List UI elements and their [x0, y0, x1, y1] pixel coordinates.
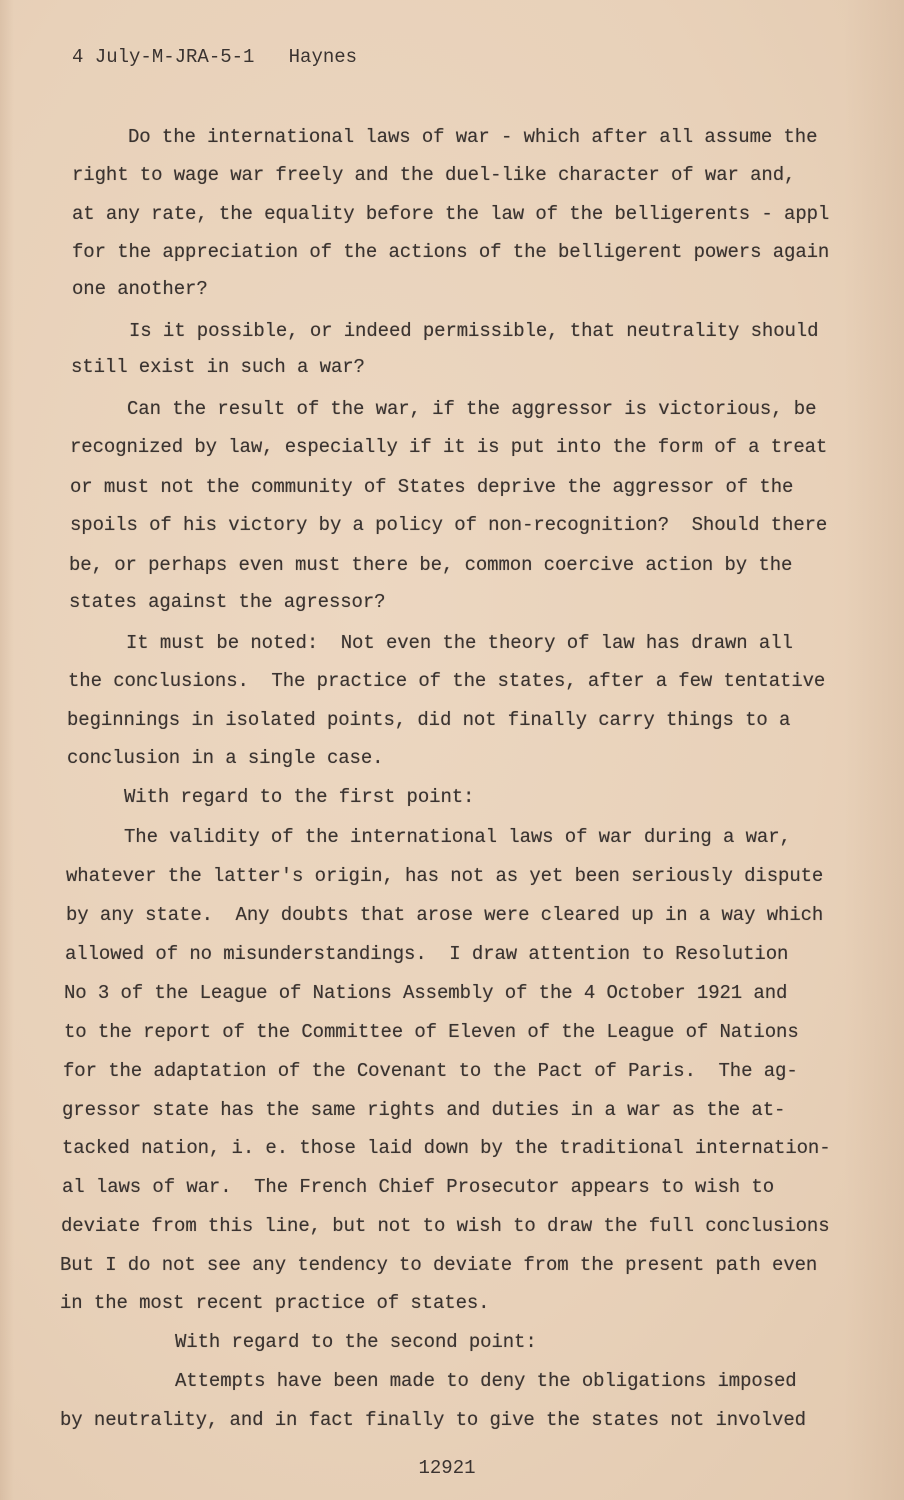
- text-line: Attempts have been made to deny the obligations imposed: [175, 1370, 797, 1392]
- document-header: [72, 46, 357, 68]
- text-line: No 3 of the League of Nations Assembly of the 4 October 1921 and: [64, 982, 788, 1004]
- text-line: states against the agressor?: [69, 591, 386, 613]
- text-line: or must not the community of States deprive the aggressor of the: [70, 476, 794, 498]
- text-line: conclusion in a single case.: [67, 747, 384, 769]
- text-line: for the adaptation of the Covenant to the Pact of Paris. The ag-: [63, 1060, 798, 1082]
- text-line: for the appreciation of the actions of the belligerent powers again: [72, 241, 830, 263]
- text-line: recognized by law, especially if it is put into the form of a treat: [70, 436, 828, 458]
- text-line: in the most recent practice of states.: [60, 1292, 490, 1314]
- text-line: With regard to the first point:: [124, 786, 475, 808]
- text-line: by neutrality, and in fact finally to give the states not involved: [60, 1409, 806, 1431]
- document-reference: 4 July-M-JRA-5-1: [72, 46, 255, 68]
- text-line: But I do not see any tendency to deviate from the present path even: [60, 1254, 818, 1276]
- paper-edge: [844, 0, 904, 1500]
- text-line: Is it possible, or indeed permissible, that neutrality should: [129, 320, 819, 342]
- text-line: With regard to the second point:: [175, 1331, 537, 1353]
- text-line: allowed of no misunderstandings. I draw attention to Resolution: [65, 943, 789, 965]
- text-line: al laws of war. The French Chief Prosecutor appears to wish to: [62, 1176, 775, 1198]
- text-line: spoils of his victory by a policy of non-recognition? Should there: [70, 514, 828, 536]
- text-line: whatever the latter's origin, has not as yet been seriously dispute: [66, 865, 824, 887]
- text-line: right to wage war freely and the duel-like character of war and,: [72, 164, 796, 186]
- text-line: Do the international laws of war - which after all assume the: [128, 126, 818, 148]
- text-line: one another?: [72, 278, 208, 300]
- paper-edge: [0, 0, 14, 1500]
- text-line: at any rate, the equality before the law of the belligerents - appl: [72, 203, 830, 225]
- text-line: gressor state has the same rights and duties in a war as the at-: [62, 1099, 786, 1121]
- text-line: by any state. Any doubts that arose were cleared up in a way which: [66, 904, 824, 926]
- page-number: 12921: [418, 1457, 476, 1479]
- text-line: to the report of the Committee of Eleven of the League of Nations: [64, 1021, 799, 1043]
- text-line: Can the result of the war, if the aggressor is victorious, be: [127, 398, 817, 420]
- text-line: tacked nation, i. e. those laid down by the traditional internation-: [62, 1137, 831, 1159]
- text-line: be, or perhaps even must there be, common coercive action by the: [69, 554, 793, 576]
- text-line: deviate from this line, but not to wish to draw the full conclusions: [61, 1215, 830, 1237]
- text-line: beginnings in isolated points, did not finally carry things to a: [67, 709, 791, 731]
- speaker-name: Haynes: [288, 46, 358, 68]
- text-line: It must be noted: Not even the theory of law has drawn all: [126, 632, 793, 654]
- text-line: still exist in such a war?: [71, 356, 365, 378]
- text-line: the conclusions. The practice of the states, after a few tentative: [68, 670, 826, 692]
- text-line: The validity of the international laws of war during a war,: [124, 826, 791, 848]
